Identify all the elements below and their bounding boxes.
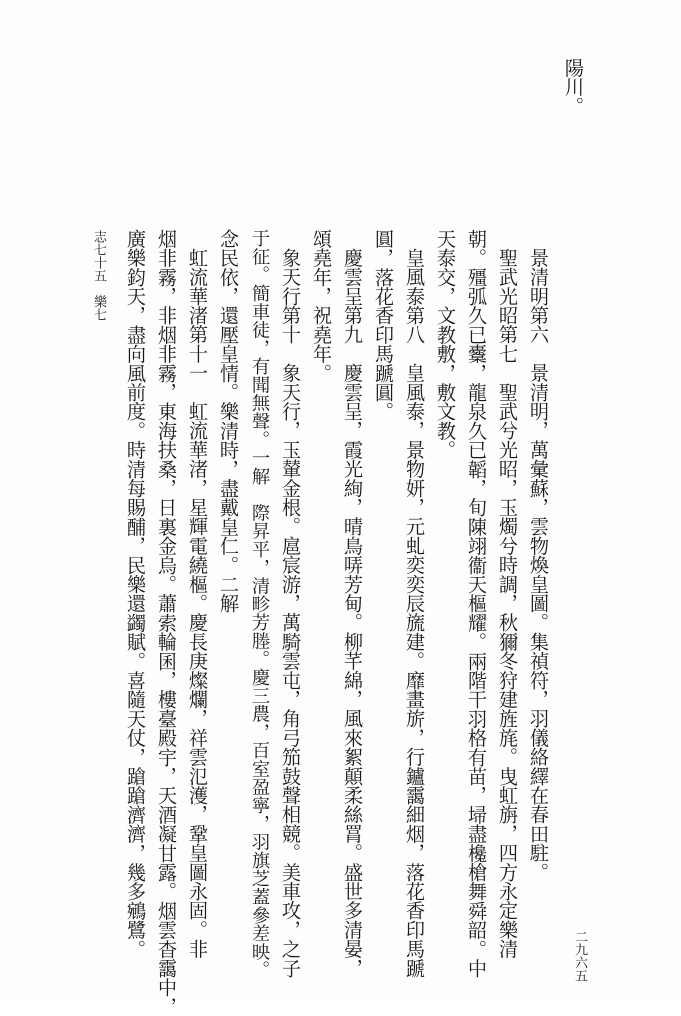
text-line-10: 象天行第十 象天行，玉輦金根。扈宸游，萬騎雲屯，角弓笳鼓聲相競。美車攻，之子	[279, 248, 302, 978]
margin-chapter-label: 志七十五 樂七	[91, 230, 106, 321]
text-line-13: 虹流華渚第十一 虹流華渚，星輝電繞樞。慶長庚燦爛，祥雲氾濩，鞏皇圖永固。非	[186, 248, 209, 959]
text-line-8: 慶雲呈第九 慶雲呈，霞光絢，晴鳥哢芳甸。柳芊綿，風來絮顛柔絲罥。盛世多清晏，	[341, 248, 364, 978]
page-number: 二九六五	[572, 930, 587, 982]
text-line-2: 景清明第六 景清明，萬彙蘇，雲物煥皇圖。集禎符，羽儀絡繹在春田駐。	[527, 248, 550, 882]
text-line-1: 陽川。	[562, 58, 585, 116]
text-line-7: 圓，落花香印馬蹏圓。	[372, 229, 395, 421]
text-line-6: 皇風泰第八 皇風泰，景物妍，元虬奕奕辰旒建。靡畫旂，行鑪靄細烟，落花香印馬蹏	[403, 248, 426, 978]
text-line-14: 烟非霧，非烟非霧，東海扶桑，日裏金烏。蕭索輪囷，樓臺殿宇，天酒凝甘露。烟雲杳靄中，	[155, 229, 178, 1016]
text-line-4: 朝。殭弧久已櫜，龍泉久已韜，旬陳翊衞天樞耀。兩階干羽格有苗，埽盡欃槍舞舜韶。中	[465, 229, 488, 978]
text-line-15: 廣樂鈞天，盡向風前度。時清每賜酺，民樂還蠲賦。喜隨天仗，蹌蹌濟濟，幾多鵷鷺。	[124, 229, 147, 959]
text-line-5: 天泰交，文教敷，敷文教。	[434, 229, 457, 460]
text-line-3: 聖武光昭第七 聖武兮光昭，玉燭兮時調，秋獮冬狩建旌旄。曳虹旃，四方永定樂清	[496, 248, 519, 959]
text-line-9: 頌堯年，祝堯年。	[310, 229, 333, 383]
text-line-11: 于征。簡車徒，有聞無聲。一解 際昇平，清畛芳塍。慶三農，百室盈寧，羽旗芝蓋參差映。	[249, 229, 270, 979]
text-line-12: 念民依，還壓皇情。樂清時，盡戴皇仁。二解	[217, 229, 240, 613]
